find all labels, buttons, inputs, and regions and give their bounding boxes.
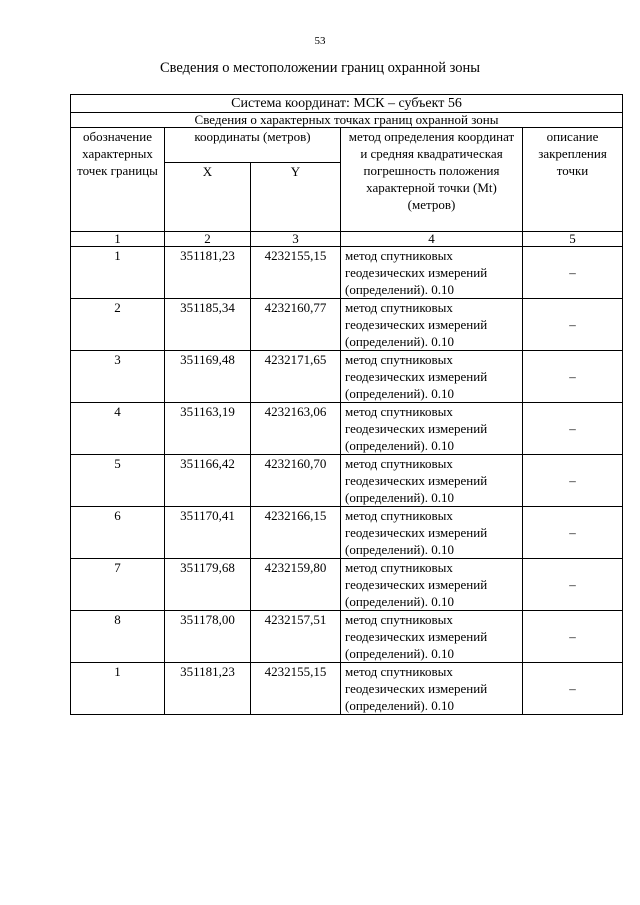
x-cell: 351169,48: [165, 351, 251, 403]
description-cell: –: [523, 247, 623, 299]
page-number: 53: [314, 35, 326, 47]
table-row: [71, 611, 623, 663]
column-number: 4: [341, 232, 523, 247]
method-cell: метод спутниковых геодезических измерений (определений). 0.10: [341, 299, 523, 351]
method-cell: метод спутниковых геодезических измерений (определений). 0.10: [341, 663, 523, 715]
x-cell: 351178,00: [165, 611, 251, 663]
method-cell: метод спутниковых геодезических измерений (определений). 0.10: [341, 247, 523, 299]
method-cell: метод спутниковых геодезических измерений (определений). 0.10: [341, 559, 523, 611]
description-cell: –: [523, 299, 623, 351]
table-row: [71, 299, 623, 351]
x-cell: 351181,23: [165, 247, 251, 299]
section-row: [71, 113, 623, 128]
coordinates-table: [70, 94, 623, 715]
header-description: описание закрепления точки: [523, 128, 623, 232]
coordinate-system-label: Система координат: МСК – субъект 56: [71, 95, 623, 113]
description-cell: –: [523, 507, 623, 559]
y-cell: 4232157,51: [251, 611, 341, 663]
description-cell: –: [523, 455, 623, 507]
header-coords: координаты (метров): [165, 128, 341, 163]
point-cell: 6: [71, 507, 165, 559]
point-cell: 4: [71, 403, 165, 455]
method-cell: метод спутниковых геодезических измерений (определений). 0.10: [341, 507, 523, 559]
y-cell: 4232163,06: [251, 403, 341, 455]
point-cell: 1: [71, 663, 165, 715]
description-cell: –: [523, 351, 623, 403]
description-cell: –: [523, 611, 623, 663]
table-row: [71, 403, 623, 455]
y-cell: 4232160,70: [251, 455, 341, 507]
y-cell: 4232155,15: [251, 247, 341, 299]
header-y: Y: [251, 163, 341, 232]
column-number: 5: [523, 232, 623, 247]
point-cell: 1: [71, 247, 165, 299]
section-label: Сведения о характерных точках границ охранной зоны: [71, 113, 623, 128]
x-cell: 351170,41: [165, 507, 251, 559]
x-cell: 351163,19: [165, 403, 251, 455]
coordinate-system-row: [71, 95, 623, 113]
description-cell: –: [523, 559, 623, 611]
method-cell: метод спутниковых геодезических измерений (определений). 0.10: [341, 455, 523, 507]
column-numbers-row: [71, 232, 623, 247]
method-cell: метод спутниковых геодезических измерений (определений). 0.10: [341, 403, 523, 455]
header-x: X: [165, 163, 251, 232]
point-cell: 2: [71, 299, 165, 351]
table-row: [71, 455, 623, 507]
y-cell: 4232166,15: [251, 507, 341, 559]
table-row: [71, 507, 623, 559]
table-row: [71, 247, 623, 299]
column-number: 2: [165, 232, 251, 247]
table-row: [71, 559, 623, 611]
column-number: 3: [251, 232, 341, 247]
y-cell: 4232155,15: [251, 663, 341, 715]
x-cell: 351185,34: [165, 299, 251, 351]
y-cell: 4232171,65: [251, 351, 341, 403]
y-cell: 4232160,77: [251, 299, 341, 351]
table-row: [71, 663, 623, 715]
description-cell: –: [523, 403, 623, 455]
point-cell: 7: [71, 559, 165, 611]
y-cell: 4232159,80: [251, 559, 341, 611]
x-cell: 351166,42: [165, 455, 251, 507]
point-cell: 8: [71, 611, 165, 663]
method-cell: метод спутниковых геодезических измерений (определений). 0.10: [341, 611, 523, 663]
point-cell: 3: [71, 351, 165, 403]
header-method: метод определения координат и средняя квадратическая погрешность положения характерной точки (Mt) (метров): [341, 128, 523, 232]
description-cell: –: [523, 663, 623, 715]
method-cell: метод спутниковых геодезических измерений (определений). 0.10: [341, 351, 523, 403]
header-row: [71, 128, 623, 163]
table-row: [71, 351, 623, 403]
x-cell: 351181,23: [165, 663, 251, 715]
page-title: Сведения о местоположении границ охранной зоны: [159, 60, 480, 76]
header-point: обозначение характерных точек границы: [71, 128, 165, 232]
column-number: 1: [71, 232, 165, 247]
x-cell: 351179,68: [165, 559, 251, 611]
point-cell: 5: [71, 455, 165, 507]
